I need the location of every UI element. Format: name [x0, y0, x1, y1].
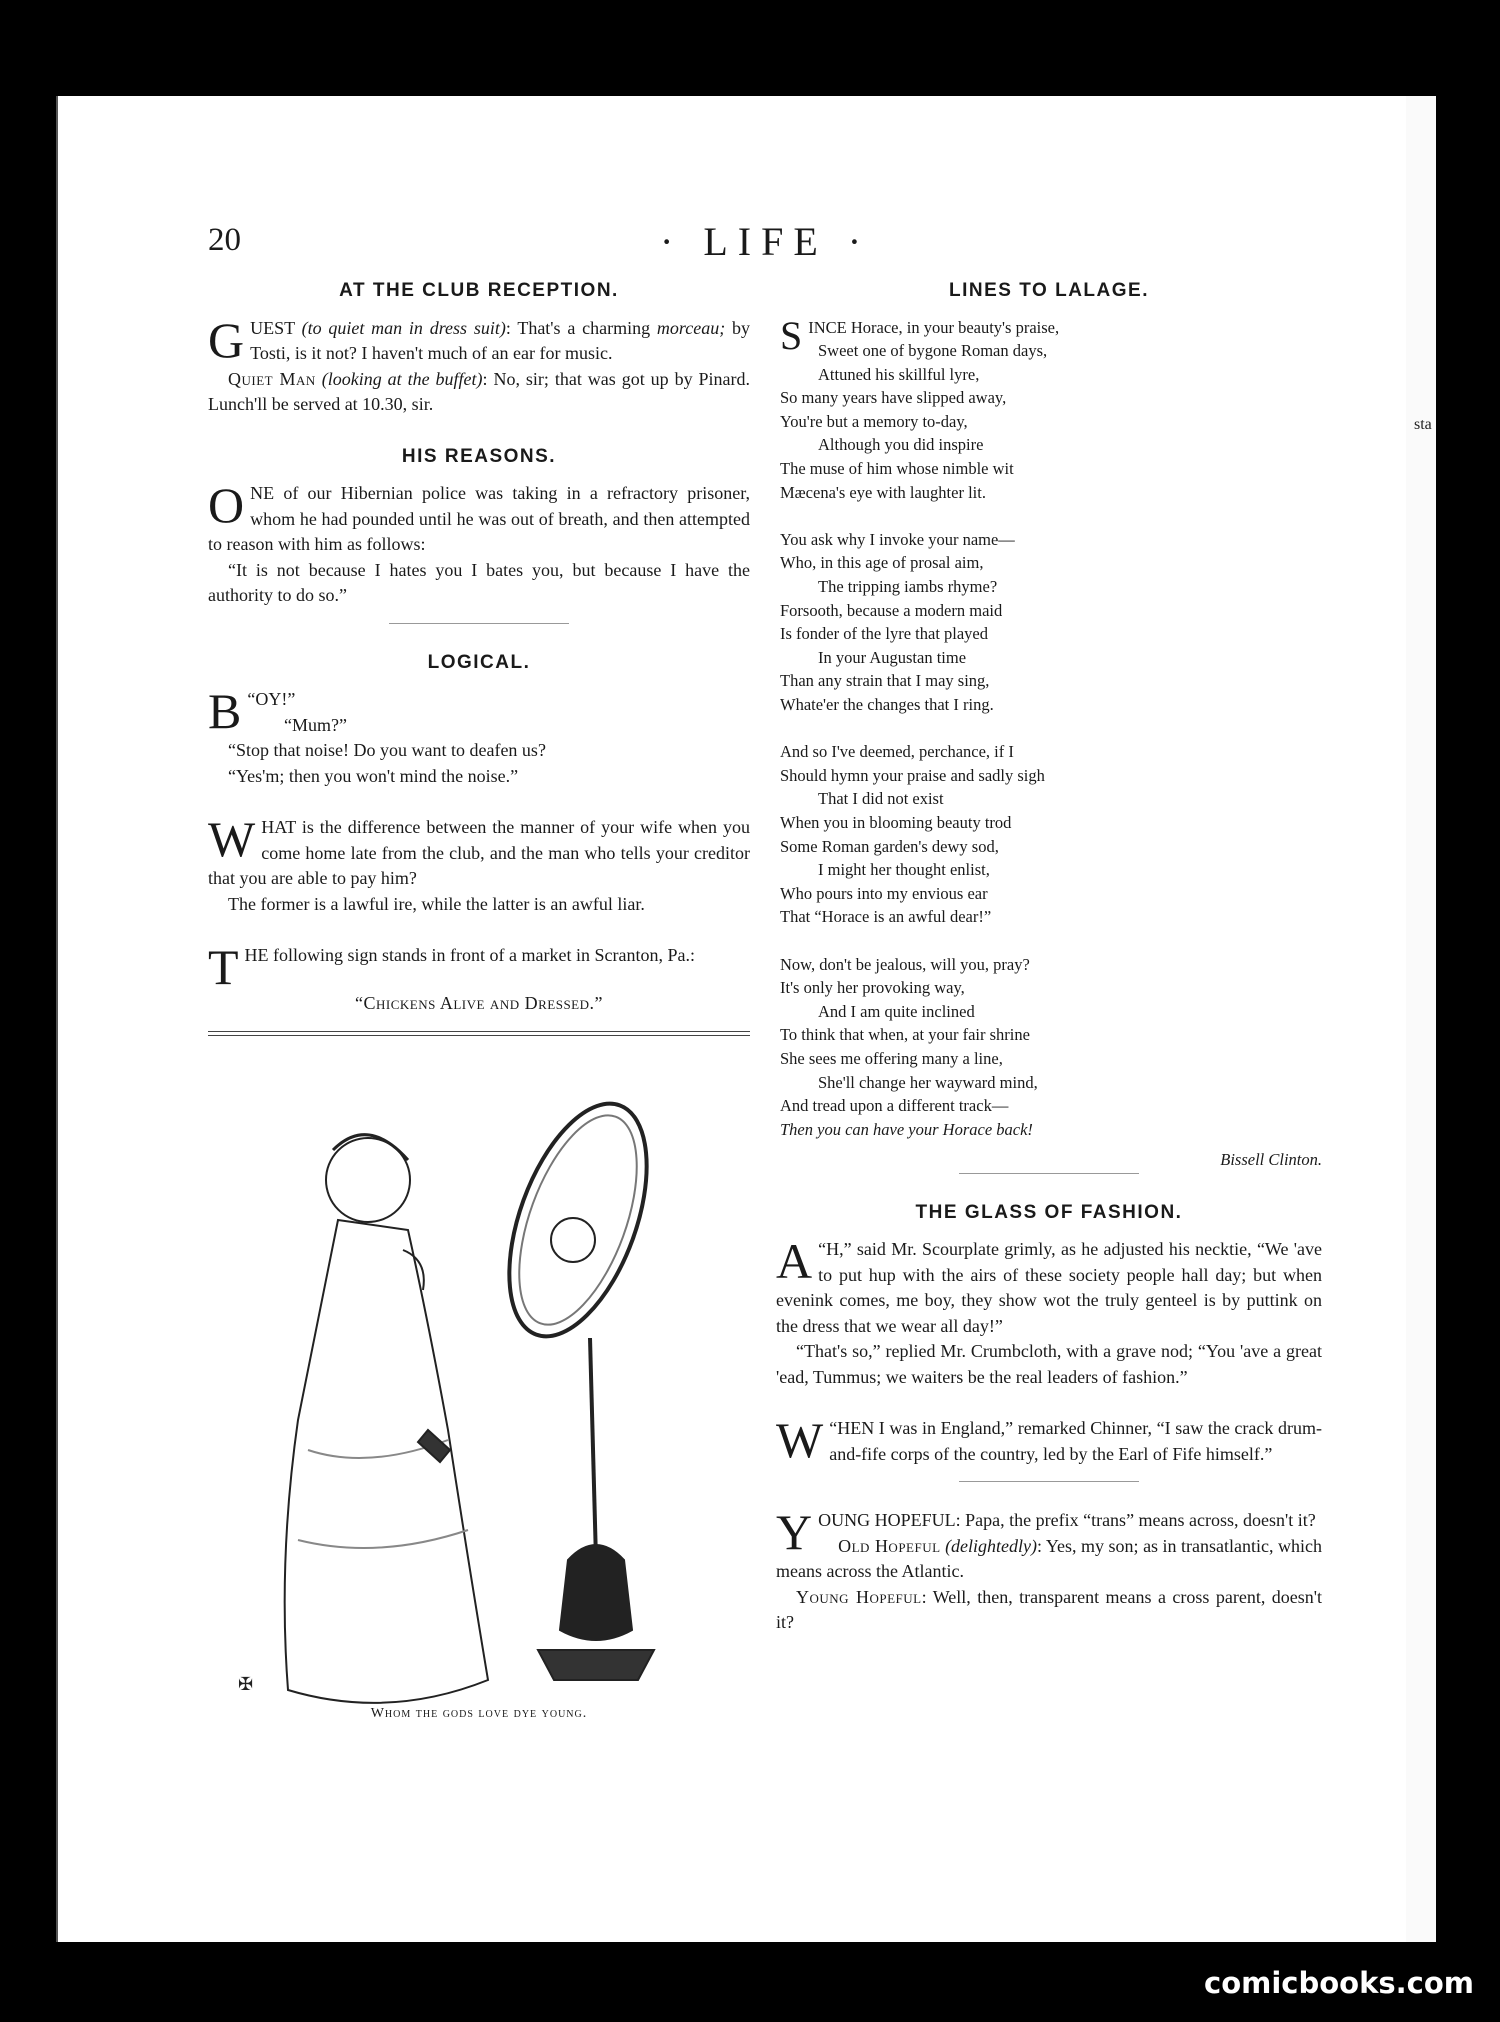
- difference-article: [208, 811, 750, 917]
- club-reception-article: [208, 278, 750, 418]
- hopeful-paragraph-3: Young Hopeful: Well, then, transparent means a cross parent, doesn't it?: [776, 1586, 1322, 1633]
- poem-line: The muse of him whose nimble wit: [780, 459, 1014, 479]
- divider: [959, 1173, 1139, 1174]
- poem-line: Now, don't be jealous, will you, pray?: [780, 954, 1030, 974]
- fashion-title: THE GLASS OF FASHION.: [915, 1201, 1183, 1223]
- running-head: · LIFE ·: [660, 219, 872, 264]
- logical-line-4: “Yes'm; then you won't mind the noise.”: [228, 765, 519, 786]
- dropcap: W: [776, 1412, 824, 1469]
- difference-paragraph-2: The former is a lawful ire, while the latter is an awful liar.: [228, 893, 645, 914]
- mirror-stand-foot: [538, 1650, 654, 1680]
- poem-line: And so I've deemed, perchance, if I: [780, 742, 1014, 762]
- dropcap: A: [776, 1233, 813, 1290]
- facing-page-edge: [1406, 96, 1436, 1942]
- dropcap: G: [208, 311, 245, 368]
- logical-line-1: “ B OY!”: [208, 683, 296, 739]
- mirror-reflection-face: [551, 1218, 595, 1262]
- girl-arm: [403, 1250, 424, 1290]
- poem-line: You ask why I invoke your name—: [780, 529, 1015, 549]
- reasons-paragraph-2: “It is not because I hates you I bates you, but because I have the authority to do so.”: [208, 559, 750, 605]
- poem-stanza-1: [780, 312, 1322, 505]
- fashion-paragraph-1: “ A H,” said Mr. Scourplate grimly, as he adjusted his necktie, “We 'ave to put hup with the airs of these society people hall day; but when evenink comes, me boy, they show wot the truly genteel is by puttink on the dress that we wear all day!”: [776, 1233, 1322, 1336]
- fashion-paragraph-2: “That's so,” replied Mr. Crumbcloth, with a grave nod; “You 'ave a great 'ead, Tummus; we waiters be the real leaders of fashion.”: [776, 1341, 1322, 1387]
- poem-line: That “Horace is an awful dear!”: [780, 907, 992, 927]
- hand-mirror: [418, 1430, 450, 1462]
- poem-line: She sees me offering many a line,: [780, 1048, 1003, 1068]
- market-sign-article: [208, 939, 750, 1036]
- mirror-glass: [495, 1100, 660, 1340]
- poem-line: Than any strain that I may sing,: [780, 671, 990, 691]
- poem-line: Who, in this age of prosal aim,: [780, 553, 984, 573]
- mirror-stand-pole: [590, 1338, 596, 1560]
- poem-stanza-4: [780, 953, 1322, 1142]
- dropcap: W: [208, 811, 256, 867]
- poem-line: Although you did inspire: [818, 435, 984, 455]
- poem-line: To think that when, at your fair shrine: [780, 1025, 1030, 1045]
- poem-line: You're but a memory to-day,: [780, 411, 968, 431]
- poem-line: And tread upon a different track—: [780, 1096, 1009, 1116]
- difference-paragraph-1: WHAT is the difference between the manner of your wife when you come home late from the club, and the man who tells your creditor that you are able to pay him?: [208, 811, 750, 888]
- poem-line: I might her thought enlist,: [818, 860, 990, 880]
- dropcap: S: [780, 312, 803, 358]
- young-hopeful-article: [776, 1504, 1323, 1636]
- left-column: [208, 278, 750, 1036]
- poem-line: It's only her provoking way,: [780, 978, 965, 998]
- england-paragraph: “ W HEN I was in England,” remarked Chinner, “I saw the crack drum-and-fife corps of the country, led by the Earl of Fife himself.”: [776, 1412, 1322, 1469]
- poem-line: Sweet one of bygone Roman days,: [818, 341, 1048, 361]
- logical-line-2: “Mum?”: [284, 714, 347, 735]
- poem-line: Some Roman garden's dewy sod,: [780, 836, 999, 856]
- poem-stanza-2: [780, 528, 1322, 717]
- reasons-paragraph-1: ONE of our Hibernian police was taking in a refractory prisoner, whom he had pounded until he was out of breath, and then attempted to reason with him as follows:: [208, 477, 750, 554]
- poem-line: Mæcena's eye with laughter lit.: [780, 482, 986, 502]
- right-column: [776, 278, 1322, 1636]
- illustration-caption: Whom the gods love dye young.: [370, 1706, 588, 1721]
- poem-line: Is fonder of the lyre that played: [780, 624, 989, 644]
- sign-text: “Chickens Alive and Dressed.”: [355, 993, 603, 1013]
- club-paragraph-1: GUEST (to quiet man in dress suit): That's a charming morceau; by Tosti, is it not? I haven't much of an ear for music.: [208, 311, 751, 368]
- glass-of-fashion-article: [776, 1200, 1322, 1391]
- poem-line: Attuned his skillful lyre,: [818, 364, 980, 384]
- lines-to-lalage-poem: [776, 278, 1322, 1174]
- club-reception-title: AT THE CLUB RECEPTION.: [339, 280, 619, 301]
- poem-line: Who pours into my envious ear: [780, 883, 988, 903]
- dropcap: Y: [776, 1504, 813, 1561]
- double-rule-divider: [208, 1031, 750, 1036]
- club-paragraph-2: Quiet Man (looking at the buffet): No, sir; that was got up by Pinard. Lunch'll be served at 10.30, sir.: [208, 368, 751, 414]
- sign-paragraph-1: THE following sign stands in front of a market in Scranton, Pa.:: [208, 939, 695, 995]
- artist-signature-mark: ✠: [238, 1674, 254, 1694]
- divider: [959, 1481, 1139, 1482]
- dropcap: B: [208, 683, 242, 739]
- hopeful-paragraph-1: YOUNG HOPEFUL: Papa, the prefix “trans” means across, doesn't it?: [776, 1504, 1316, 1561]
- logical-article: [208, 650, 750, 790]
- divider: [389, 623, 569, 624]
- page-number: 20: [208, 222, 241, 258]
- his-reasons-title: HIS REASONS.: [401, 445, 557, 467]
- poem-body: [780, 312, 1322, 1142]
- poem-line: In your Augustan time: [818, 647, 967, 667]
- dropcap: T: [208, 939, 239, 995]
- facing-page-text: sta: [1414, 416, 1432, 433]
- poem-line: SINCE Horace, in your beauty's praise,: [780, 312, 1060, 358]
- his-reasons-article: [208, 444, 750, 624]
- logical-line-3: “Stop that noise! Do you want to deafen us?: [228, 740, 546, 760]
- poem-title: LINES TO LALAGE.: [949, 280, 1149, 301]
- england-article: [776, 1412, 1322, 1482]
- dropcap: O: [208, 477, 245, 533]
- poem-line: So many years have slipped away,: [780, 388, 1007, 408]
- poem-line: Forsooth, because a modern maid: [780, 600, 1003, 620]
- poem-line: She'll change her wayward mind,: [818, 1072, 1038, 1092]
- girl-mirror-illustration: [218, 1090, 738, 1720]
- mirror-stand-base: [560, 1545, 632, 1640]
- hopeful-paragraph-2: Old Hopeful (delightedly): Yes, my son; as in transatlantic, which means across the Atlantic.: [776, 1535, 1323, 1582]
- poem-line: That I did not exist: [818, 789, 944, 809]
- poem-line: When you in blooming beauty trod: [780, 812, 1012, 832]
- poem-line: The tripping iambs rhyme?: [818, 577, 998, 597]
- poem-line: And I am quite inclined: [818, 1001, 975, 1021]
- poem-line: Then you can have your Horace back!: [780, 1119, 1033, 1139]
- poem-line: Should hymn your praise and sadly sigh: [780, 765, 1045, 785]
- watermark: comicbooks.com: [1204, 1966, 1474, 2000]
- girl-dress: [285, 1220, 488, 1703]
- logical-title: LOGICAL.: [427, 651, 531, 673]
- poem-line: Whate'er the changes that I ring.: [780, 695, 994, 714]
- poem-stanza-3: [780, 740, 1322, 929]
- poem-signature: Bissell Clinton.: [1220, 1150, 1322, 1170]
